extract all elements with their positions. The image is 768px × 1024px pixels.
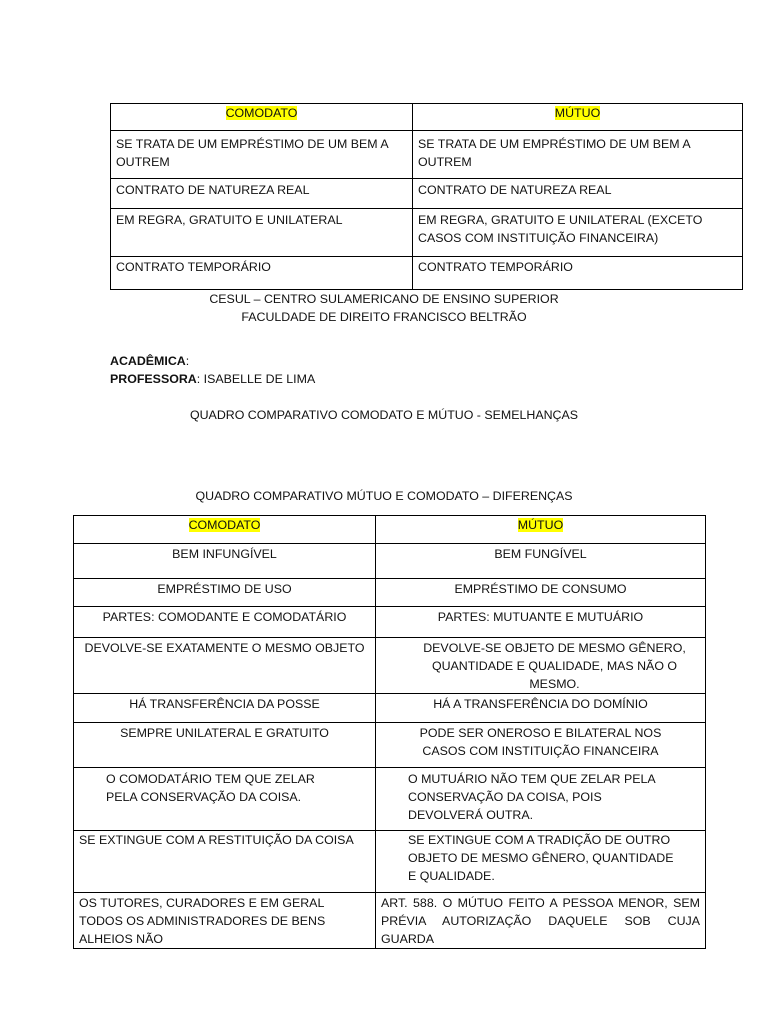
table-cell: CONTRATO DE NATUREZA REAL	[413, 179, 743, 209]
professor-label: PROFESSORA	[110, 372, 197, 386]
table-row	[74, 579, 706, 607]
table-cell: PODE SER ONEROSO E BILATERAL NOS CASOS COM INSTITUIÇÃO FINANCEIRA	[376, 723, 706, 768]
table-row	[74, 544, 706, 579]
table-cell: SE TRATA DE UM EMPRÉSTIMO DE UM BEM A OUTREM	[111, 131, 413, 179]
table-cell: SEMPRE UNILATERAL E GRATUITO	[74, 723, 376, 768]
table-cell: EM REGRA, GRATUITO E UNILATERAL (EXCETO CASOS COM INSTITUIÇÃO FINANCEIRA)	[413, 209, 743, 257]
table-cell: BEM FUNGÍVEL	[376, 544, 706, 579]
table-cell: PARTES: MUTUANTE E MUTUÁRIO	[376, 607, 706, 638]
professor-value: ISABELLE DE LIMA	[200, 372, 316, 386]
table-cell: EM REGRA, GRATUITO E UNILATERAL	[111, 209, 413, 257]
table-cell: HÁ A TRANSFERÊNCIA DO DOMÍNIO	[376, 694, 706, 723]
table-cell: DEVOLVE-SE EXATAMENTE O MESMO OBJETO	[74, 638, 376, 694]
table-row	[74, 638, 706, 694]
professor-line: PROFESSORA: ISABELLE DE LIMA	[110, 372, 316, 386]
table-cell: CONTRATO TEMPORÁRIO	[413, 257, 743, 290]
table-cell: ART. 588. O MÚTUO FEITO A PESSOA MENOR, SEM PRÉVIA AUTORIZAÇÃO DAQUELE SOB CUJA GUARDA	[376, 893, 706, 949]
header-cell-comodato: COMODATO	[111, 104, 413, 131]
table-row	[74, 893, 706, 949]
table-cell: O MUTUÁRIO NÃO TEM QUE ZELAR PELA CONSERVAÇÃO DA COISA, POIS DEVOLVERÁ OUTRA.	[376, 768, 706, 831]
table-cell: BEM INFUNGÍVEL	[74, 544, 376, 579]
table-row	[74, 768, 706, 831]
table-cell: EMPRÉSTIMO DE CONSUMO	[376, 579, 706, 607]
table-header-row	[111, 104, 743, 131]
institution-name: CESUL – CENTRO SULAMERICANO DE ENSINO SUPERIOR	[209, 292, 559, 306]
table-cell: CONTRATO TEMPORÁRIO	[111, 257, 413, 290]
student-label: ACADÊMICA	[110, 354, 186, 368]
table-header-row	[74, 516, 706, 544]
table-row	[74, 694, 706, 723]
similarities-table	[110, 103, 743, 290]
header-cell-mutuo: MÚTUO	[376, 516, 706, 544]
table-cell: EMPRÉSTIMO DE USO	[74, 579, 376, 607]
table-row	[111, 131, 743, 179]
table-row	[74, 723, 706, 768]
header-cell-mutuo: MÚTUO	[413, 104, 743, 131]
table-cell: OS TUTORES, CURADORES E EM GERAL TODOS OS ADMINISTRADORES DE BENS ALHEIOS NÃO	[74, 893, 376, 949]
header-cell-comodato: COMODATO	[74, 516, 376, 544]
table-row	[111, 179, 743, 209]
differences-table	[73, 515, 706, 949]
table-cell: SE EXTINGUE COM A RESTITUIÇÃO DA COISA	[74, 831, 376, 893]
student-line: ACADÊMICA:	[110, 354, 190, 368]
table-row	[74, 831, 706, 893]
table-cell: SE EXTINGUE COM A TRADIÇÃO DE OUTRO OBJETO DE MESMO GÊNERO, QUANTIDADE E QUALIDADE.	[376, 831, 706, 893]
differences-title: QUADRO COMPARATIVO MÚTUO E COMODATO – DIFERENÇAS	[195, 489, 573, 503]
similarities-title: QUADRO COMPARATIVO COMODATO E MÚTUO - SEMELHANÇAS	[189, 408, 579, 422]
table-row	[111, 209, 743, 257]
table-cell: HÁ TRANSFERÊNCIA DA POSSE	[74, 694, 376, 723]
table-row	[111, 257, 743, 290]
table-row	[74, 607, 706, 638]
table-cell: DEVOLVE-SE OBJETO DE MESMO GÊNERO, QUANTIDADE E QUALIDADE, MAS NÃO O MESMO.	[376, 638, 706, 694]
table-cell: PARTES: COMODANTE E COMODATÁRIO	[74, 607, 376, 638]
table-cell: SE TRATA DE UM EMPRÉSTIMO DE UM BEM A OUTREM	[413, 131, 743, 179]
faculty-name: FACULDADE DE DIREITO FRANCISCO BELTRÃO	[241, 310, 527, 324]
table-cell: O COMODATÁRIO TEM QUE ZELAR PELA CONSERVAÇÃO DA COISA.	[74, 768, 376, 831]
table-cell: CONTRATO DE NATUREZA REAL	[111, 179, 413, 209]
